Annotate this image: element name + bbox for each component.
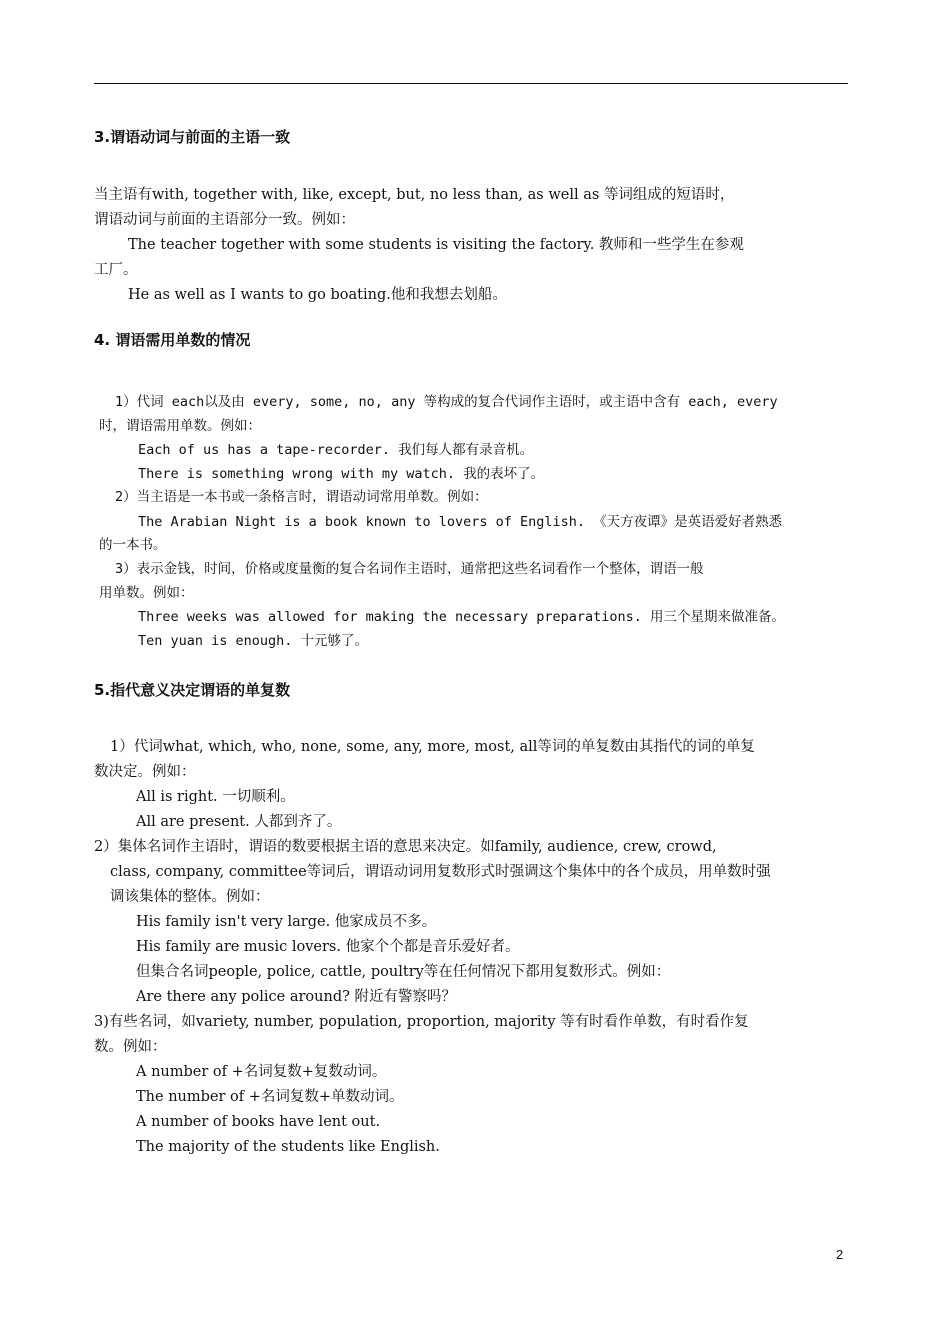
section-5-rule-3-line-2: 数。例如： xyxy=(94,1039,167,1055)
section-5-rule-2-example-2: His family are music lovers. 他家个个都是音乐爱好者。 xyxy=(136,939,520,955)
section-4-rule-1-line-1: 1）代词 each以及由 every, some, no, any 等构成的复合代词作主语时，或主语中含有 each, every xyxy=(115,394,778,410)
header-rule xyxy=(94,83,848,84)
section-4-rule-2-example-line-2: 的一本书。 xyxy=(99,537,167,553)
section-4-rule-1-example-2: There is something wrong with my watch. 我的表坏了。 xyxy=(138,466,545,482)
section-5-rule-2-example-3: Are there any police around? 附近有警察吗？ xyxy=(136,989,456,1005)
section-3-intro-line-2: 谓语动词与前面的主语部分一致。例如： xyxy=(94,212,355,228)
section-3-example-2: He as well as I wants to go boating.他和我想去划船。 xyxy=(128,287,507,303)
section-4-rule-3-line-2: 用单数。例如： xyxy=(99,585,194,601)
section-5-rule-1-example-2: All are present. 人都到齐了。 xyxy=(136,814,342,830)
section-5-rule-2-note: 但集合名词people, police, cattle, poultry等在任何情况下都用复数形式。例如： xyxy=(136,964,671,980)
section-5-rule-1-line-1: 1）代词what, which, who, none, some, any, more, most, all等词的单复数由其指代的词的单复 xyxy=(110,739,755,755)
section-5-rule-1-example-1: All is right. 一切顺利。 xyxy=(136,789,295,805)
section-4-rule-1-example-1: Each of us has a tape-recorder. 我们每人都有录音机。 xyxy=(138,442,534,458)
section-4-heading: 4. 谓语需用单数的情况 xyxy=(94,331,251,349)
section-5-rule-3-example-1: A number of +名词复数+复数动词。 xyxy=(136,1064,387,1080)
section-4-rule-2: 2）当主语是一本书或一条格言时，谓语动词常用单数。例如： xyxy=(115,489,488,505)
section-5-rule-3-example-3: A number of books have lent out. xyxy=(136,1114,381,1130)
section-5-rule-3-example-4: The majority of the students like English. xyxy=(136,1139,440,1155)
section-4-rule-2-example-line-1: The Arabian Night is a book known to lovers of English. 《天方夜谭》是英语爱好者熟悉 xyxy=(138,514,783,530)
section-3-intro-line-1: 当主语有with, together with, like, except, but, no less than, as well as 等词组成的短语时， xyxy=(94,187,735,203)
section-5-rule-2-line-1: 2）集体名词作主语时，谓语的数要根据主语的意思来决定。如family, audience, crew, crowd, xyxy=(94,839,717,855)
section-5-rule-2-line-3: 调该集体的整体。例如： xyxy=(110,889,270,905)
section-5-rule-3-line-1: 3)有些名词，如variety, number, population, proportion, majority 等有时看作单数，有时看作复 xyxy=(94,1014,749,1030)
section-4-rule-1-line-2: 时，谓语需用单数。例如： xyxy=(99,418,261,434)
section-5-heading: 5.指代意义决定谓语的单复数 xyxy=(94,681,291,699)
section-4-rule-3-line-1: 3）表示金钱，时间，价格或度量衡的复合名词作主语时，通常把这些名词看作一个整体，谓语一般 xyxy=(115,561,704,577)
section-3-example-1-line-2: 工厂。 xyxy=(94,262,138,278)
section-3-example-1-line-1: The teacher together with some students is visiting the factory. 教师和一些学生在参观 xyxy=(128,237,744,253)
section-5-rule-2-example-1: His family isn't very large. 他家成员不多。 xyxy=(136,914,437,930)
section-5-rule-2-line-2: class, company, committee等词后，谓语动词用复数形式时强调这个集体中的各个成员，用单数时强 xyxy=(110,864,771,880)
page-number: 2 xyxy=(836,1247,844,1262)
section-3-heading: 3.谓语动词与前面的主语一致 xyxy=(94,128,291,146)
section-4-rule-3-example-1: Three weeks was allowed for making the necessary preparations. 用三个星期来做准备。 xyxy=(138,609,786,625)
section-5-rule-3-example-2: The number of +名词复数+单数动词。 xyxy=(136,1089,404,1105)
section-4-rule-3-example-2: Ten yuan is enough. 十元够了。 xyxy=(138,633,369,649)
section-5-rule-1-line-2: 数决定。例如： xyxy=(94,764,196,780)
